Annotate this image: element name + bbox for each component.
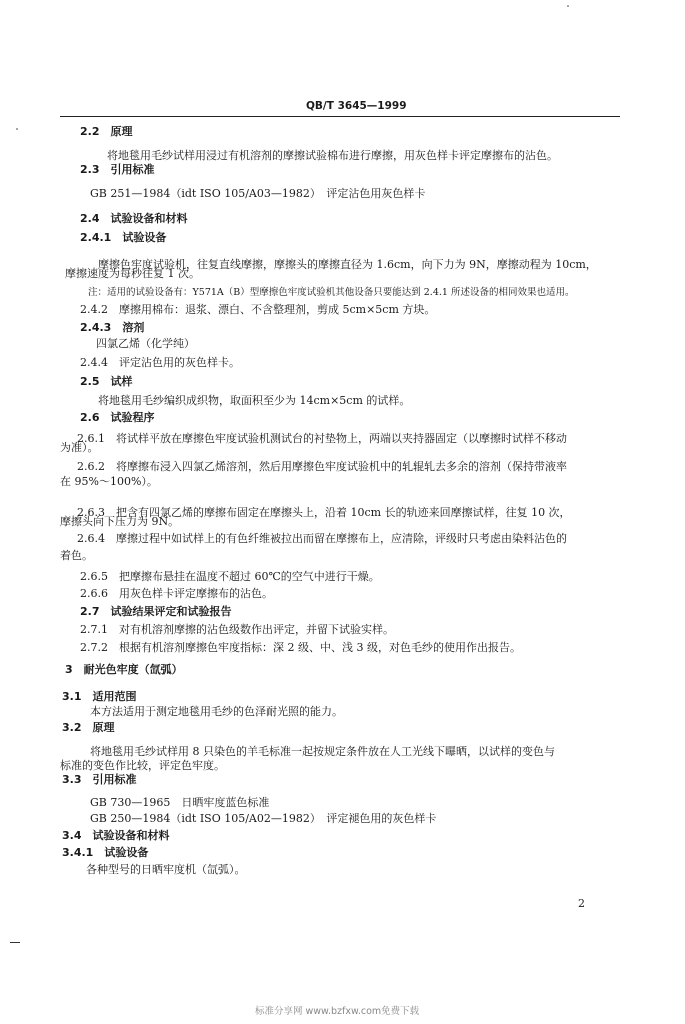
speck <box>16 128 18 130</box>
text-line: 着色。 <box>60 549 93 562</box>
text-line: 摩擦头向下压力为 9N。 <box>60 515 180 528</box>
footer-watermark: 标准分享网 www.bzfxw.com免费下载 <box>255 1006 420 1017</box>
section-heading: 2.2 原理 <box>80 125 133 138</box>
text-line: GB 730—1965 日晒牢度蓝色标准 <box>90 796 270 809</box>
text-line: 2.6.3 把含有四氯乙烯的摩擦布固定在摩擦头上，沿着 10cm 长的轨迹来回摩擦试样，往复 10 次， <box>77 506 571 519</box>
section-heading: 2.6 试验程序 <box>80 411 155 424</box>
header-rule <box>60 116 620 117</box>
text-line: 将地毯用毛纱编织成织物，取面积至少为 14cm×5cm 的试样。 <box>98 394 411 407</box>
text-line: 为准）。 <box>60 441 99 454</box>
text-line: 2.4.2 摩擦用棉布：退浆、漂白、不含整理剂，剪成 5cm×5cm 方块。 <box>80 303 436 316</box>
section-heading: 3.4 试验设备和材料 <box>62 829 170 842</box>
text-line: 2.6.4 摩擦过程中如试样上的有色纤维被拉出而留在摩擦布上，应清除，评级时只考虑由染料沾色的 <box>77 532 567 545</box>
text-line: 在 95%～100%）。 <box>60 475 158 488</box>
text-line: 各种型号的日晒牢度机（氙弧）。 <box>86 863 246 876</box>
text-line: 本方法适用于测定地毯用毛纱的色泽耐光照的能力。 <box>90 705 343 718</box>
speck <box>567 5 569 7</box>
text-line: 摩擦色牢度试验机，往复直线摩擦，摩擦头的摩擦直径为 1.6cm，向下力为 9N，摩擦动程为 10cm， <box>98 258 597 271</box>
page-number: 2 <box>578 897 585 910</box>
section-heading: 3 耐光色牢度（氙弧） <box>65 663 183 676</box>
text-line: 摩擦速度为每秒往复 1 次。 <box>65 267 200 280</box>
text-line: GB 251—1984（idt ISO 105/A03—1982） 评定沾色用灰色样卡 <box>90 187 426 200</box>
text-line: GB 250—1984（idt ISO 105/A02—1982） 评定褪色用的灰色样卡 <box>90 812 437 825</box>
text-line: 2.6.2 将摩擦布浸入四氯乙烯溶剂，然后用摩擦色牢度试验机中的轧辊轧去多余的溶剂（保持带液率 <box>77 460 567 473</box>
margin-mark <box>10 942 20 943</box>
section-heading: 2.4.3 溶剂 <box>80 321 145 334</box>
text-line: 2.6.6 用灰色样卡评定摩擦布的沾色。 <box>80 587 273 600</box>
section-heading: 3.4.1 试验设备 <box>62 846 149 859</box>
text-line: 注：适用的试验设备有：Y571A（B）型摩擦色牢度试验机其他设备只要能达到 2.4.1 所述设备的相同效果也适用。 <box>88 287 575 298</box>
text-line: 2.7.1 对有机溶剂摩擦的沾色级数作出评定，并留下试验实样。 <box>80 623 394 636</box>
standard-code-header: QB/T 3645—1999 <box>306 100 407 112</box>
section-heading: 2.3 引用标准 <box>80 163 155 176</box>
text-line: 将地毯用毛纱试样用浸过有机溶剂的摩擦试验棉布进行摩擦，用灰色样卡评定摩擦布的沾色。 <box>107 149 558 162</box>
section-heading: 3.1 适用范围 <box>62 690 137 703</box>
section-heading: 2.4.1 试验设备 <box>80 231 167 244</box>
section-heading: 3.2 原理 <box>62 721 115 734</box>
text-line: 标准的变色作比较，评定色牢度。 <box>60 759 225 772</box>
section-heading: 2.5 试样 <box>80 375 133 388</box>
text-line: 2.6.5 把摩擦布悬挂在温度不超过 60℃的空气中进行干燥。 <box>80 570 380 583</box>
text-line: 2.6.1 将试样平放在摩擦色牢度试验机测试台的衬垫物上，两端以夹持器固定（以摩擦时试样不移动 <box>77 432 567 445</box>
text-line: 2.7.2 根据有机溶剂摩擦色牢度指标：深 2 级、中、浅 3 级，对色毛纱的使用作出报告。 <box>80 641 521 654</box>
text-line: 2.4.4 评定沾色用的灰色样卡。 <box>80 356 240 369</box>
section-heading: 2.7 试验结果评定和试验报告 <box>80 605 232 618</box>
section-heading: 2.4 试验设备和材料 <box>80 212 188 225</box>
section-heading: 3.3 引用标准 <box>62 773 137 786</box>
text-line: 四氯乙烯（化学纯） <box>96 337 195 350</box>
text-line: 将地毯用毛纱试样用 8 只染色的羊毛标准一起按规定条件放在人工光线下曝晒，以试样的变色与 <box>90 745 555 758</box>
